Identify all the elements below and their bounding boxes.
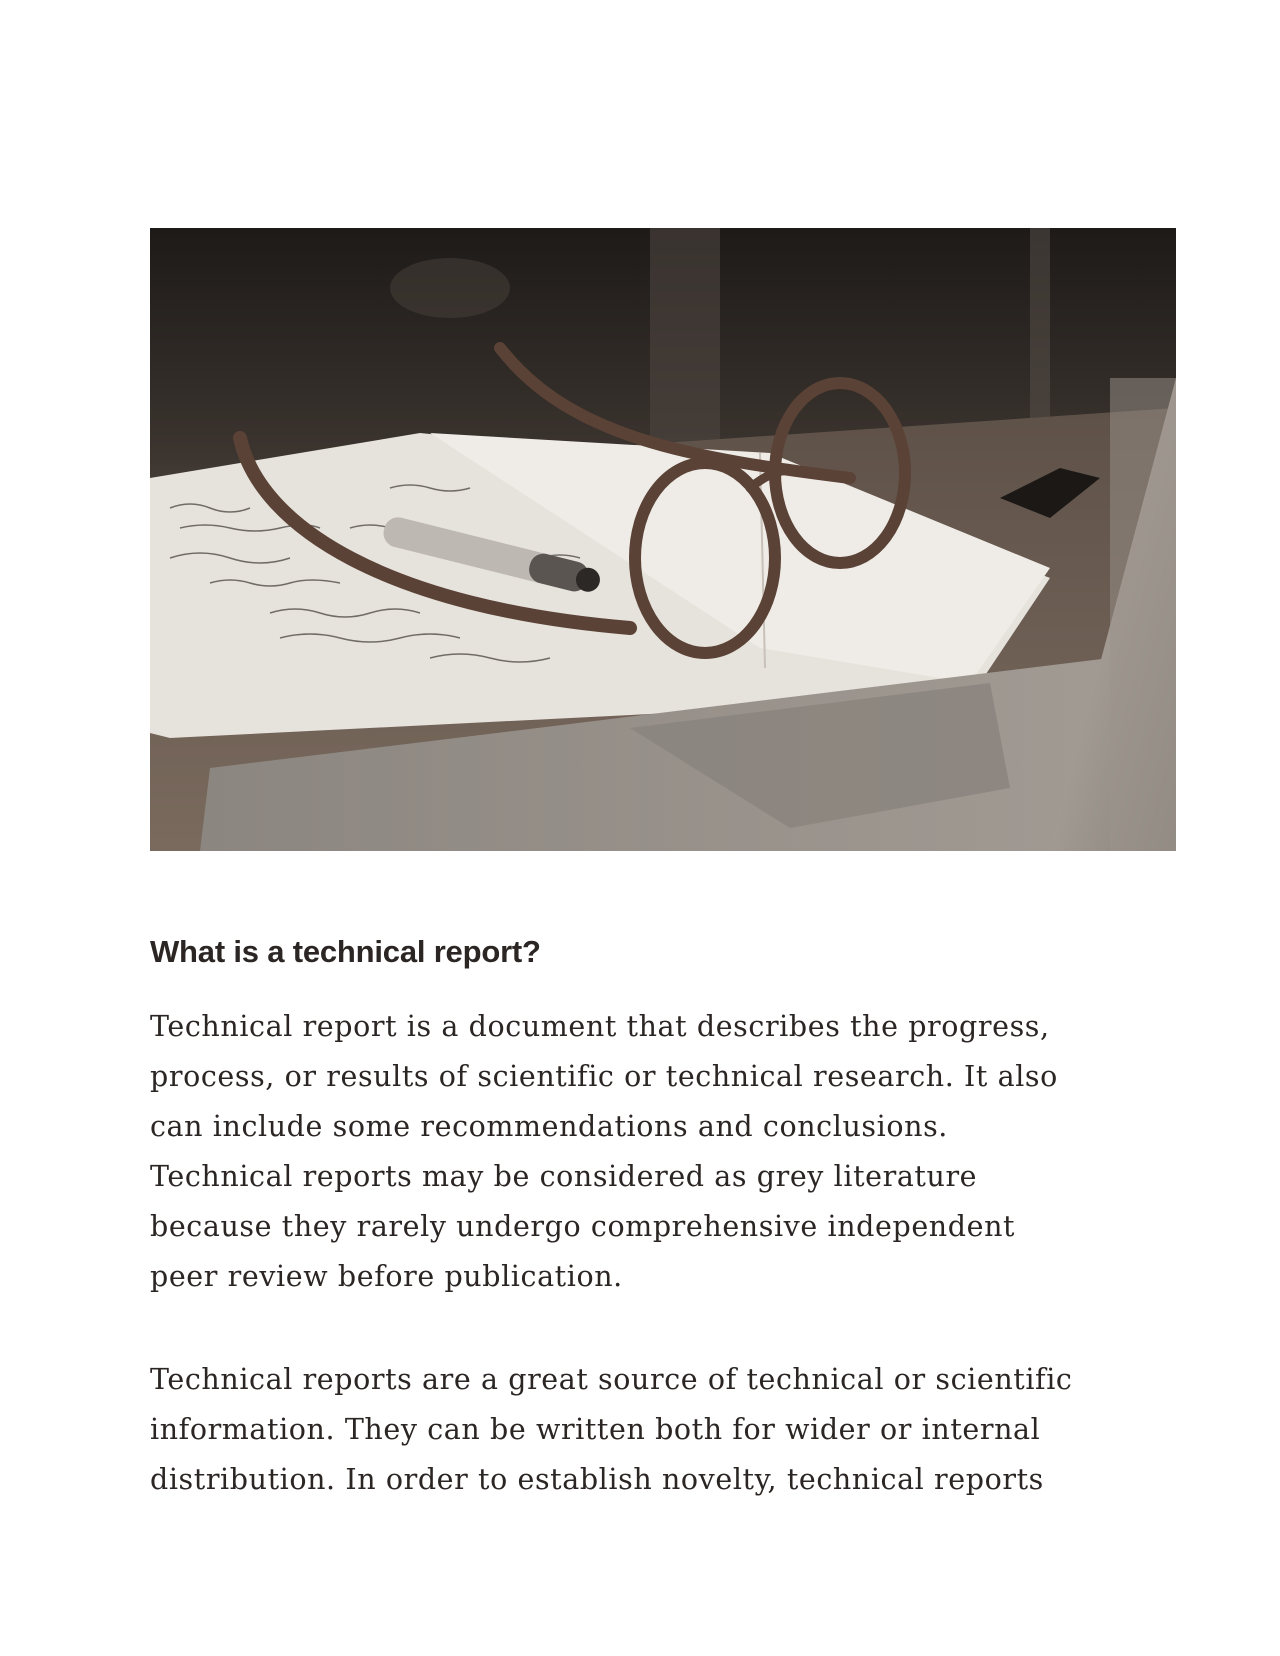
paragraph-line: because they rarely undergo comprehensive independent (150, 1210, 1016, 1243)
paragraph-line: Technical report is a document that describes the progress, (150, 1010, 1050, 1043)
paragraph-line: can include some recommendations and conclusions. (150, 1110, 948, 1143)
hero-photo (150, 228, 1176, 851)
paragraph-line: Technical reports may be considered as grey literature (150, 1160, 978, 1193)
body-paragraph-2 (150, 1355, 1160, 1505)
paragraph-line: peer review before publication. (150, 1260, 623, 1293)
paragraph-line: process, or results of scientific or technical research. It also (150, 1060, 1058, 1093)
paragraph-line: Technical reports are a great source of technical or scientific (150, 1363, 1073, 1396)
section-heading: What is a technical report? (150, 934, 541, 969)
paragraph-line: information. They can be written both for wider or internal (150, 1413, 1041, 1446)
paragraph-line: distribution. In order to establish novelty, technical reports (150, 1463, 1044, 1496)
body-paragraph-1 (150, 1002, 1160, 1302)
